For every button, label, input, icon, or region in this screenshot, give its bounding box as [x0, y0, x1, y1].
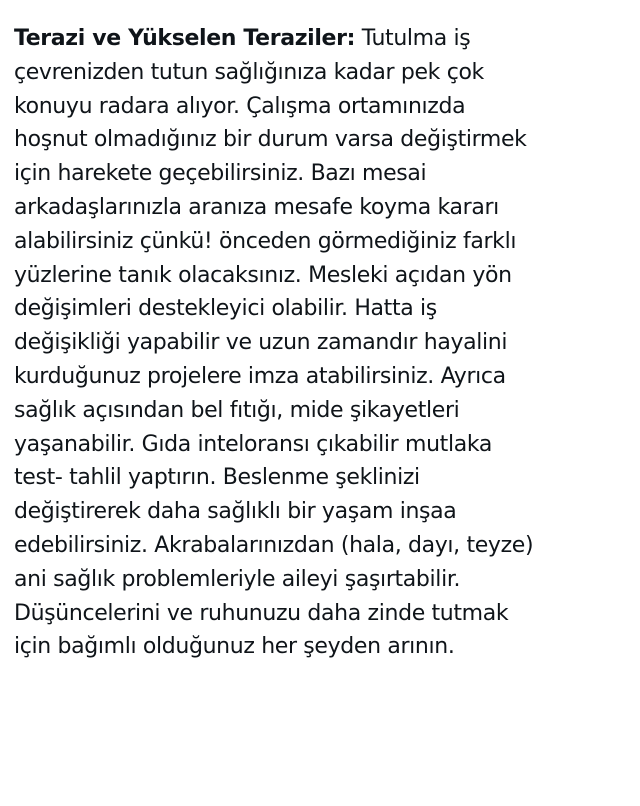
text-line: kurduğunuz projelere imza atabilirsiniz. Ayrıca — [14, 363, 506, 389]
post-text — [14, 22, 626, 664]
text-line: yüzlerine tanık olacaksınız. Mesleki açıdan yön — [14, 262, 512, 288]
text-line: yaşanabilir. Gıda inteloransı çıkabilir mutlaka — [14, 431, 492, 457]
text-line: değiştirerek daha sağlıklı bir yaşam inşaa — [14, 499, 457, 525]
text-line-segment: Tutulma iş — [355, 26, 471, 51]
text-line: edebilirsiniz. Akrabalarınızdan (hala, dayı, teyze) — [14, 532, 534, 558]
post-heading: Terazi ve Yükselen Teraziler: — [14, 26, 356, 51]
text-line: arkadaşlarınızla aranıza mesafe koyma kararı — [14, 194, 499, 220]
text-line: sağlık açısından bel fıtığı, mide şikayetleri — [14, 397, 460, 423]
text-line: konuyu radara alıyor. Çalışma ortamınızda — [14, 93, 466, 119]
text-line: Düşüncelerini ve ruhunuzu daha zinde tutmak — [14, 600, 509, 626]
text-line: ani sağlık problemleriyle aileyi şaşırtabilir. — [14, 566, 461, 592]
text-line: test- tahlil yaptırın. Beslenme şeklinizi — [14, 465, 420, 491]
text-line: alabilirsiniz çünkü! önceden görmediğiniz farklı — [14, 228, 517, 254]
text-line: hoşnut olmadığınız bir durum varsa değiştirmek — [14, 127, 527, 153]
text-line: değişikliği yapabilir ve uzun zamandır hayalini — [14, 330, 508, 356]
text-line: için bağımlı olduğunuz her şeyden arının. — [14, 634, 455, 660]
text-line: için harekete geçebilirsiniz. Bazı mesai — [14, 161, 427, 187]
text-line — [14, 22, 626, 56]
text-line: çevrenizden tutun sağlığınıza kadar pek çok — [14, 59, 484, 85]
text-line: değişimleri destekleyici olabilir. Hatta iş — [14, 296, 437, 322]
